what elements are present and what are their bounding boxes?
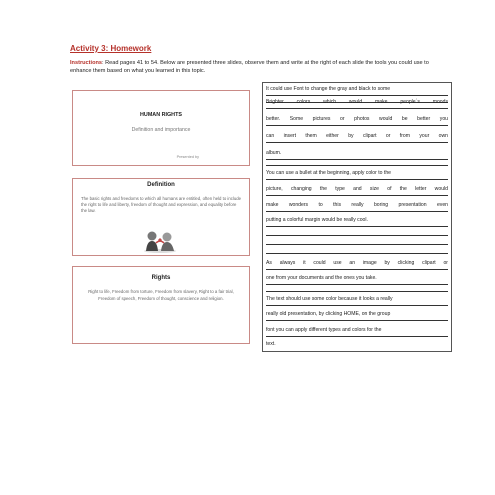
slide1-title: HUMAN RIGHTS — [140, 112, 182, 118]
slide-definition — [72, 178, 250, 256]
answer-line: Brighter colors which would make people´s moods — [266, 96, 448, 109]
slide1-presenter: Presented by — [176, 155, 199, 159]
slide1-subtitle: Definition and importance — [131, 127, 191, 133]
instructions-label: Instructions — [70, 60, 103, 66]
answer-line: text. — [266, 341, 276, 347]
answer-line — [266, 241, 448, 254]
instructions-text: : Read pages 41 to 54. Below are presented three slides, observe them and write at the right of each slide the tools you could use to enhance them based on what you learned in this topic. — [70, 60, 429, 74]
answer-line: font you can apply different types and colors for the — [266, 324, 448, 337]
answer-line — [266, 279, 448, 292]
slide-rights — [72, 266, 250, 344]
answer-line: better. Some pictures or photos would be better you — [266, 113, 448, 126]
slide2-body: The basic rights and freedoms to which all humans are entitled, often held to include the right to life and liberty, freedom of thought and expression, and equality before the law. — [81, 196, 242, 214]
answer-line: one from your documents and the ones you take. — [266, 272, 448, 285]
answer-line: picture, changing the type and size of the letter would — [266, 183, 448, 196]
answer-line: As always it could use an image by clicking clipart or — [266, 257, 448, 270]
answer-line: really old presentation, by clicking HOME, on the group — [266, 308, 448, 321]
answer-box — [262, 82, 452, 352]
slide-human-rights — [72, 90, 250, 166]
people-illustration — [141, 229, 179, 253]
activity-title: Activity 3: Homework — [70, 44, 152, 53]
slide3-body: Right to life, Freedom from torture, Freedom from slavery, Right to a fair trial, Freedom of speech, Freedom of thought, conscience and religion. — [88, 289, 234, 301]
answer-line: can insert them either by clipart or from your own — [266, 130, 448, 143]
answer-line: It could use Font to change the gray and black to some — [266, 83, 448, 96]
answer-line: putting a colorful margin would be really cool. — [266, 214, 448, 227]
slide3-title: Rights — [151, 275, 171, 281]
answer-line: The text should use some color because it looks a really — [266, 293, 448, 306]
slide2-title: Definition — [147, 182, 175, 188]
answer-line: You can use a bullet at the beginning, apply color to the — [266, 167, 448, 180]
instructions — [70, 59, 450, 75]
answer-line: make wonders to this really boring presentation even — [266, 199, 448, 212]
answer-line — [266, 153, 448, 166]
answer-line: album. — [266, 147, 448, 160]
